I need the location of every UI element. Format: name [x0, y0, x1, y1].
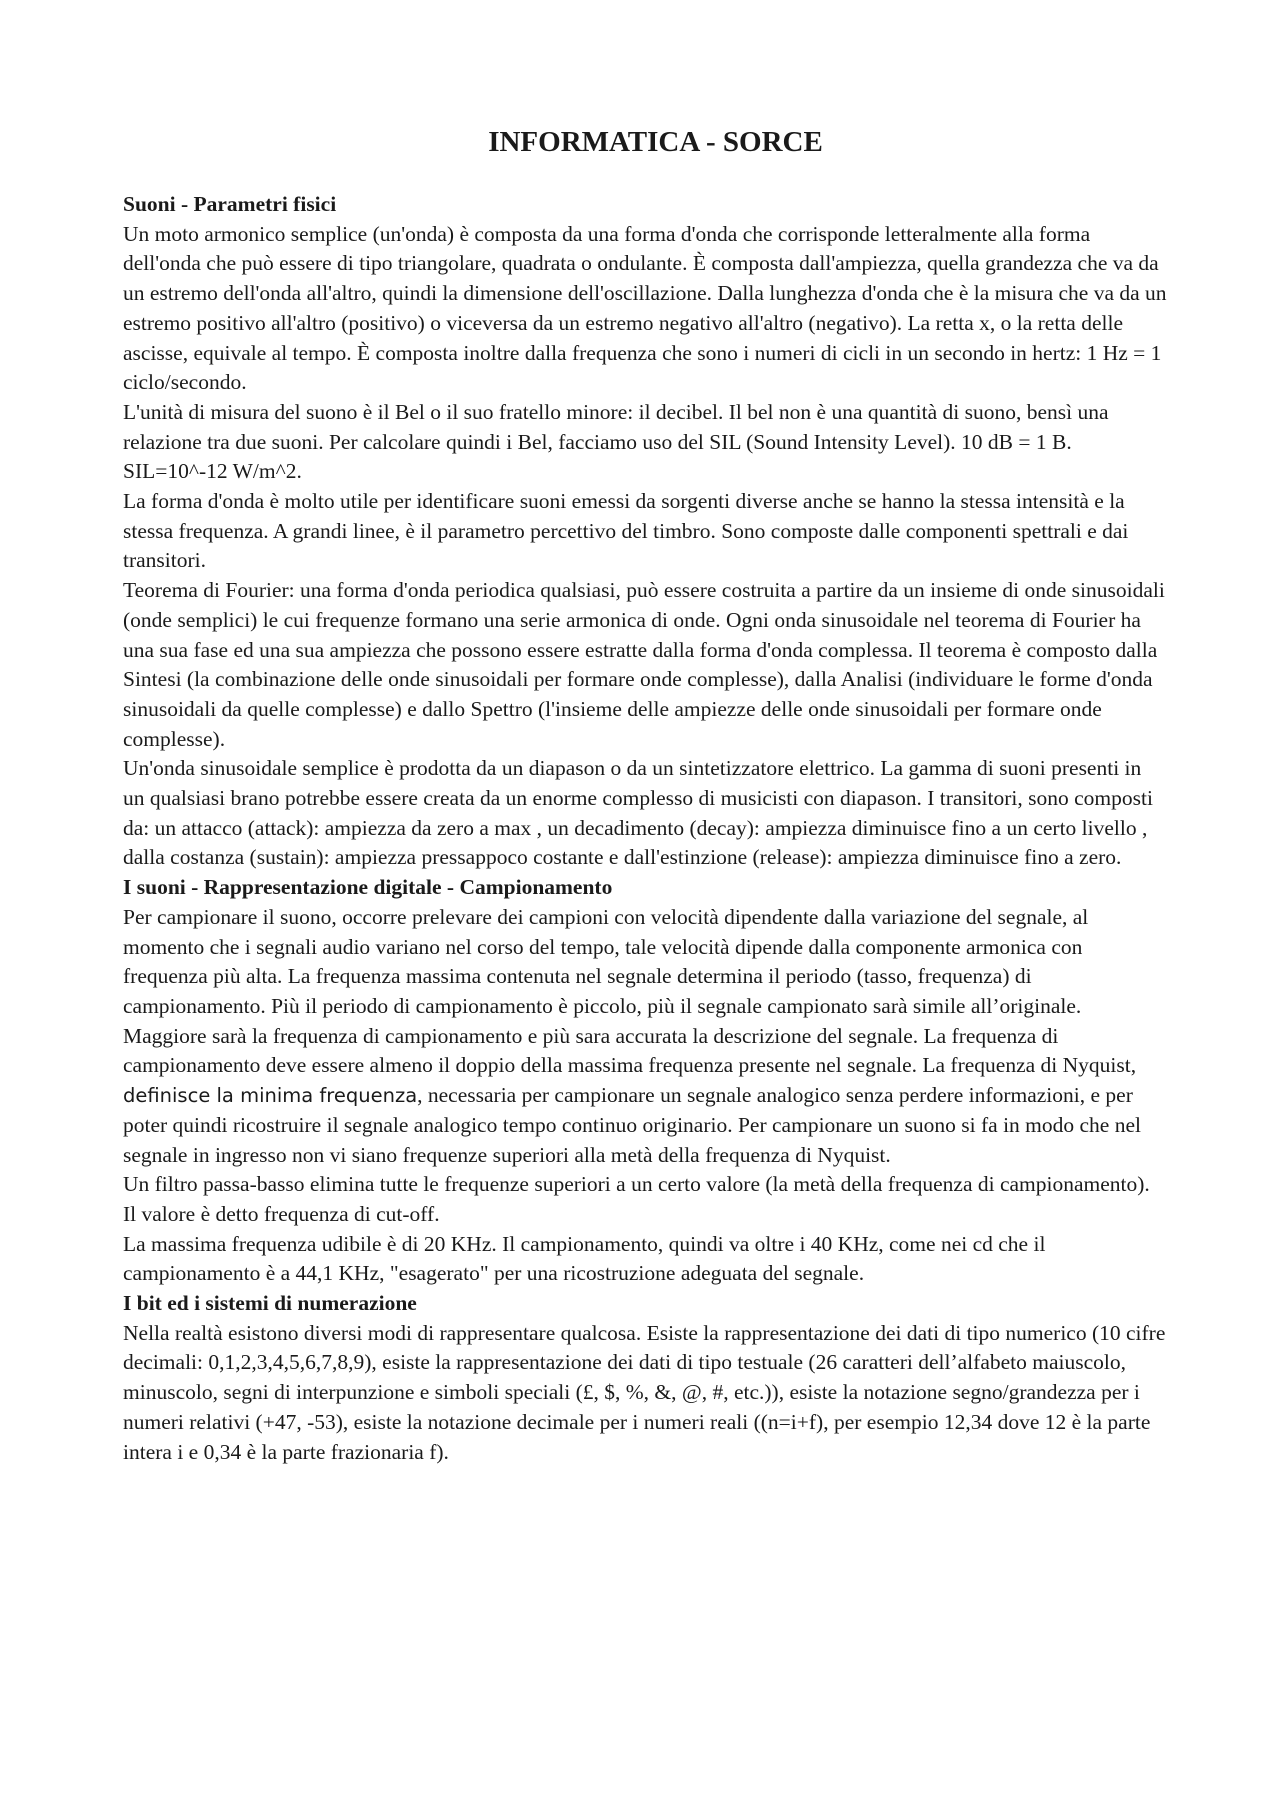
paragraph: Un'onda sinusoidale semplice è prodotta da un diapason o da un sintetizzatore elettrico. La gamma di suoni presenti in un qualsiasi brano potrebbe essere creata da un enorme complesso di musicisti con diapason. I transitori, sono composti da: un attacco (attack): ampiezza da zero a max , un decadimento (decay): ampiezza diminuisce fino a un certo livello , dalla costanza (sustain): ampiezza pressappoco costante e dall'estinzione (release): ampiezza diminuisce fino a zero.	[123, 756, 1153, 870]
paragraph: SIL=10^-12 W/m^2.	[123, 459, 302, 484]
paragraph: Teorema di Fourier: una forma d'onda periodica qualsiasi, può essere costruita a partire da un insieme di onde sinusoidali (onde semplici) le cui frequenze formano una serie armonica di onde. Ogni onda sinusoidale nel teorema di Fourier ha una sua fase ed una sua ampiezza che possono essere estratte dalla forma d'onda complessa. Il teorema è composto dalla Sintesi (la combinazione delle onde sinusoidali per formare onde complesse), dalla Analisi (individuare le forme d'onda sinusoidali da quelle complesse) e dallo Spettro (l'insieme delle ampiezze delle onde sinusoidali per formare onde complesse).	[123, 578, 1165, 751]
section-heading: I bit ed i sistemi di numerazione	[123, 1291, 417, 1316]
paragraph: L'unità di misura del suono è il Bel o il suo fratello minore: il decibel. Il bel non è una quantità di suono, bensì una relazione tra due suoni. Per calcolare quindi i Bel, facciamo uso del SIL (Sound Intensity Level). 10 dB = 1 B.	[123, 399, 1109, 454]
section-campionamento	[123, 873, 1168, 1289]
paragraph: Un moto armonico semplice (un'onda) è composta da una forma d'onda che corrisponde letteralmente alla forma dell'onda che può essere di tipo triangolare, quadrata o ondulante. È composta dall'ampiezza, quella grandezza che va da un estremo dell'onda all'altro, quindi la dimensione dell'oscillazione. Dalla lunghezza d'onda che è la misura che va da un estremo positivo all'altro (positivo) o viceversa da un estremo negativo all'altro (negativo). La retta x, o la retta delle ascisse, equivale al tempo. È composta inoltre dalla frequenza che sono i numeri di cicli in un secondo in hertz: 1 Hz = 1 ciclo/secondo.	[123, 221, 1167, 395]
section-heading: Suoni - Parametri fisici	[123, 192, 337, 216]
paragraph: La massima frequenza udibile è di 20 KHz. Il campionamento, quindi va oltre i 40 KHz, come nei cd che il campionamento è a 44,1 KHz, "esagerato" per una ricostruzione adeguata del segnale.	[123, 1231, 1046, 1286]
section-heading: I suoni - Rappresentazione digitale - Campionamento	[123, 875, 613, 900]
document-title: INFORMATICA - SORCE	[488, 126, 823, 158]
document-page	[123, 124, 1168, 1467]
paragraph: Un filtro passa-basso elimina tutte le frequenze superiori a un certo valore (la metà della frequenza di campionamento). Il valore è detto frequenza di cut-off.	[123, 1172, 1150, 1226]
paragraph	[123, 903, 1168, 1170]
paragraph-text: , necessaria per campionare un segnale analogico senza perdere informazioni, e per poter quindi ricostruire il segnale analogico tempo continuo originario. Per campionare un suono si fa in modo che nel segnale in ingresso non vi siano frequenze superiori alla metà della frequenza di Nyquist.	[123, 1083, 1141, 1167]
paragraph: La forma d'onda è molto utile per identificare suoni emessi da sorgenti diverse anche se hanno la stessa intensità e la stessa frequenza. A grandi linee, è il parametro percettivo del timbro. Sono composte dalle componenti spettrali e dai transitori.	[123, 489, 1129, 573]
paragraph-text: Per campionare il suono, occorre prelevare dei campioni con velocità dipendente dalla variazione del segnale, al momento che i segnali audio variano nel corso del tempo, tale velocità dipende dalla componente armonica con frequenza più alta. La frequenza massima contenuta nel segnale determina il periodo (tasso, frequenza) di campionamento. Più il periodo di campionamento è piccolo, più il segnale campionato sarà simile all’originale. Maggiore sarà la frequenza di campionamento e più sara accurata la descrizione del segnale. La frequenza di campionamento deve essere almeno il doppio della massima frequenza presente nel segnale. La frequenza di Nyquist,	[123, 904, 1137, 1078]
paragraph-text-sans: definisce la minima frequenza	[123, 1084, 418, 1108]
section-parametri-fisici	[123, 190, 1168, 873]
paragraph: Nella realtà esistono diversi modi di rappresentare qualcosa. Esiste la rappresentazione dei dati di tipo numerico (10 cifre decimali: 0,1,2,3,4,5,6,7,8,9), esiste la rappresentazione dei dati di tipo testuale (26 caratteri dell’alfabeto maiuscolo, minuscolo, segni di interpunzione e simboli speciali (£, $, %, &, @, #, etc.)), esiste la notazione segno/grandezza per i numeri relativi (+47, -53), esiste la notazione decimale per i numeri reali ((n=i+f), per esempio 12,34 dove 12 è la parte intera i e 0,34 è la parte frazionaria f).	[123, 1320, 1166, 1464]
section-numerazione	[123, 1289, 1168, 1467]
